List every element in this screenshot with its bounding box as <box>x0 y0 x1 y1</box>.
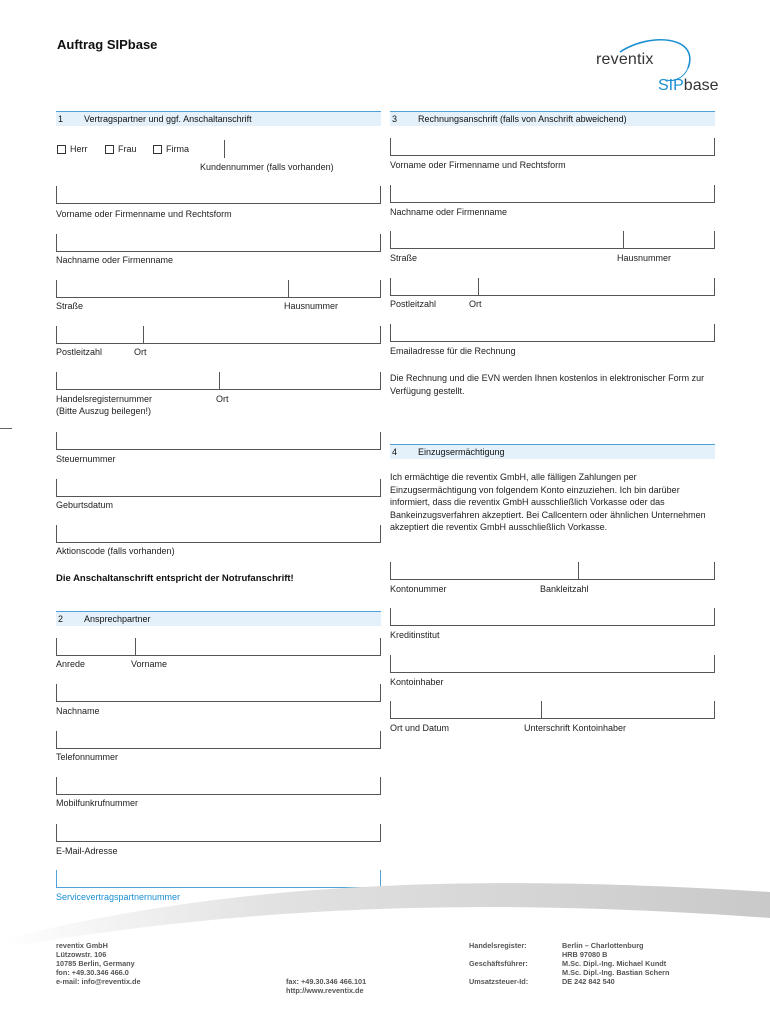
auszug-hint: (Bitte Auszug beilegen!) <box>56 406 152 416</box>
footer-reg-value: HRB 97080 B <box>562 950 608 959</box>
field-divider <box>219 372 220 390</box>
rechnung-nachname-field[interactable] <box>390 185 715 203</box>
strasse-field[interactable] <box>56 280 381 298</box>
steuernummer-field[interactable] <box>56 432 381 450</box>
ort-datum-label: Ort und Datum <box>390 723 450 733</box>
hausnummer-label: Hausnummer <box>284 301 339 311</box>
section-1-title: Vertragspartner und ggf. Anschaltanschrift <box>84 114 252 124</box>
email-field[interactable] <box>56 824 381 842</box>
mobil-label: Mobilfunkrufnummer <box>56 798 139 808</box>
rechnung-note: Die Rechnung und die EVN werden Ihnen kostenlos in elektronischer Form zur Verfügung gestellt. <box>390 373 705 396</box>
checkbox-frau[interactable] <box>105 144 137 154</box>
field-divider <box>143 326 144 344</box>
rechnung-name-form-label: Vorname oder Firmenname und Rechtsform <box>390 160 566 170</box>
kundennummer-label: Kundennummer (falls vorhanden) <box>200 162 334 172</box>
plz-ort-field[interactable] <box>56 326 381 344</box>
section-2-number: 2 <box>58 614 64 624</box>
section-3-title: Rechnungsanschrift (falls von Anschrift abweichend) <box>418 114 627 124</box>
anrede-vorname-field[interactable] <box>56 638 381 656</box>
footer-company-line: e-mail: info@reventix.de <box>56 977 141 986</box>
einzug-text: Ich ermächtige die reventix GmbH, alle fälligen Zahlungen per Einzugsermächtigung von folgendem Konto einzuziehen. Ich bin darüber informiert, dass die reventix GmbH ausschließlich Vorkasse oder das Bankeinzugsverfahren akzeptiert. Bei Callcentern oder ähnlichen Unternehmen akzeptiert die reventix GmbH ausschließlich Vorkasse. <box>390 472 706 532</box>
handelsregister-label: Handelsregisternummer <box>56 394 153 404</box>
footer-reg-value: M.Sc. Dipl.-Ing. Bastian Schern <box>562 968 670 977</box>
mobil-field[interactable] <box>56 777 381 795</box>
footer-company-line: reventix GmbH <box>56 941 108 950</box>
rechnung-strasse-label: Straße <box>390 253 418 263</box>
logo-text-reventix: reventix <box>596 51 654 68</box>
kundennummer-field[interactable] <box>224 140 381 158</box>
footer-reg-labels <box>469 941 528 986</box>
rechnung-email-field[interactable] <box>390 324 715 342</box>
telefon-field[interactable] <box>56 731 381 749</box>
document-title: Auftrag SIPbase <box>57 37 158 52</box>
rechnung-plz-label: Postleitzahl <box>390 299 437 309</box>
field-divider <box>623 231 624 249</box>
strasse-label: Straße <box>56 301 84 311</box>
aktionscode-field[interactable] <box>56 525 381 543</box>
checkbox-herr[interactable] <box>57 144 88 154</box>
telefon-label: Telefonnummer <box>56 752 119 762</box>
footer-swoosh-graphic <box>0 870 770 950</box>
footer-reg-label: Geschäftsführer: <box>469 959 528 968</box>
rechnung-email-label: Emailadresse für die Rechnung <box>390 346 516 356</box>
kontonummer-blz-field[interactable] <box>390 562 715 580</box>
field-divider <box>135 638 136 656</box>
nachname-label: Nachname oder Firmenname <box>56 255 174 265</box>
rechnung-nachname-label: Nachname oder Firmenname <box>390 207 508 217</box>
kreditinstitut-field[interactable] <box>390 608 715 626</box>
anrede-label: Anrede <box>56 659 86 669</box>
vorname-label: Vorname <box>131 659 168 669</box>
handelsregister-field[interactable] <box>56 372 381 390</box>
footer-reg-values <box>562 941 669 986</box>
footer-reg-label: Handelsregister: <box>469 941 527 950</box>
name-form-label: Vorname oder Firmenname und Rechtsform <box>56 209 232 219</box>
footer-web: http://www.reventix.de <box>286 986 364 995</box>
email-label: E-Mail-Adresse <box>56 846 118 856</box>
field-divider <box>478 278 479 296</box>
logo-text-base: base <box>683 77 719 94</box>
section-3-header <box>390 111 715 126</box>
kontonummer-label: Kontonummer <box>390 584 447 594</box>
ort-datum-unterschrift-field[interactable] <box>390 701 715 719</box>
geburtsdatum-field[interactable] <box>56 479 381 497</box>
section-1-number: 1 <box>58 114 64 124</box>
section-4-header <box>390 444 715 459</box>
footer-company-line: 10785 Berlin, Germany <box>56 959 135 968</box>
nachname-field[interactable] <box>56 234 381 252</box>
servicepartner-label: Servicevertragspartnernummer <box>56 892 181 902</box>
footer-company <box>56 941 141 986</box>
rechnung-name-form-field[interactable] <box>390 138 715 156</box>
checkbox-box[interactable] <box>105 145 114 154</box>
rechnung-plz-ort-field[interactable] <box>390 278 715 296</box>
checkbox-firma-label: Firma <box>166 144 189 154</box>
rechnung-ort-label: Ort <box>469 299 482 309</box>
geburtsdatum-label: Geburtsdatum <box>56 500 114 510</box>
footer-reg-value: DE 242 842 540 <box>562 977 615 986</box>
checkbox-frau-label: Frau <box>118 144 137 154</box>
kreditinstitut-label: Kreditinstitut <box>390 630 440 640</box>
bankleitzahl-label: Bankleitzahl <box>540 584 589 594</box>
checkbox-box[interactable] <box>153 145 162 154</box>
kontoinhaber-label: Kontoinhaber <box>390 677 444 687</box>
section-2-title: Ansprechpartner <box>84 614 151 624</box>
checkbox-box[interactable] <box>57 145 66 154</box>
ap-nachname-label: Nachname <box>56 706 100 716</box>
rechnung-strasse-field[interactable] <box>390 231 715 249</box>
fold-mark <box>0 428 12 429</box>
section-2-header <box>56 611 381 626</box>
reventix-logo <box>590 34 720 98</box>
aktionscode-label: Aktionscode (falls vorhanden) <box>56 546 175 556</box>
field-divider <box>541 701 542 719</box>
rechnung-hausnummer-label: Hausnummer <box>617 253 672 263</box>
ort-label: Ort <box>134 347 147 357</box>
handelsregister-ort-label: Ort <box>216 394 229 404</box>
footer-reg-label: Umsatzsteuer-Id: <box>469 977 529 986</box>
plz-label: Postleitzahl <box>56 347 103 357</box>
steuernummer-label: Steuernummer <box>56 454 116 464</box>
name-form-field[interactable] <box>56 186 381 204</box>
footer-company-line: fon: +49.30.346 466.0 <box>56 968 129 977</box>
notruf-notice: Die Anschaltanschrift entspricht der Notrufanschrift! <box>56 573 294 584</box>
footer-reg-value: M.Sc. Dipl.-Ing. Michael Kundt <box>562 959 667 968</box>
logo-text-sip: SIP <box>658 77 684 94</box>
section-1-header <box>56 111 381 126</box>
kontoinhaber-field[interactable] <box>390 655 715 673</box>
field-divider <box>578 562 579 580</box>
section-4-number: 4 <box>392 447 398 457</box>
section-4-title: Einzugsermächtigung <box>418 447 505 457</box>
section-3-number: 3 <box>392 114 398 124</box>
field-divider <box>288 280 289 298</box>
checkbox-herr-label: Herr <box>70 144 88 154</box>
footer-contact <box>286 977 366 995</box>
checkbox-firma[interactable] <box>153 144 189 154</box>
unterschrift-label: Unterschrift Kontoinhaber <box>524 723 627 733</box>
ap-nachname-field[interactable] <box>56 684 381 702</box>
footer-company-line: Lützowstr. 106 <box>56 950 107 959</box>
footer-reg-value: Berlin – Charlottenburg <box>562 941 644 950</box>
footer-fax: fax: +49.30.346 466.101 <box>286 977 367 986</box>
